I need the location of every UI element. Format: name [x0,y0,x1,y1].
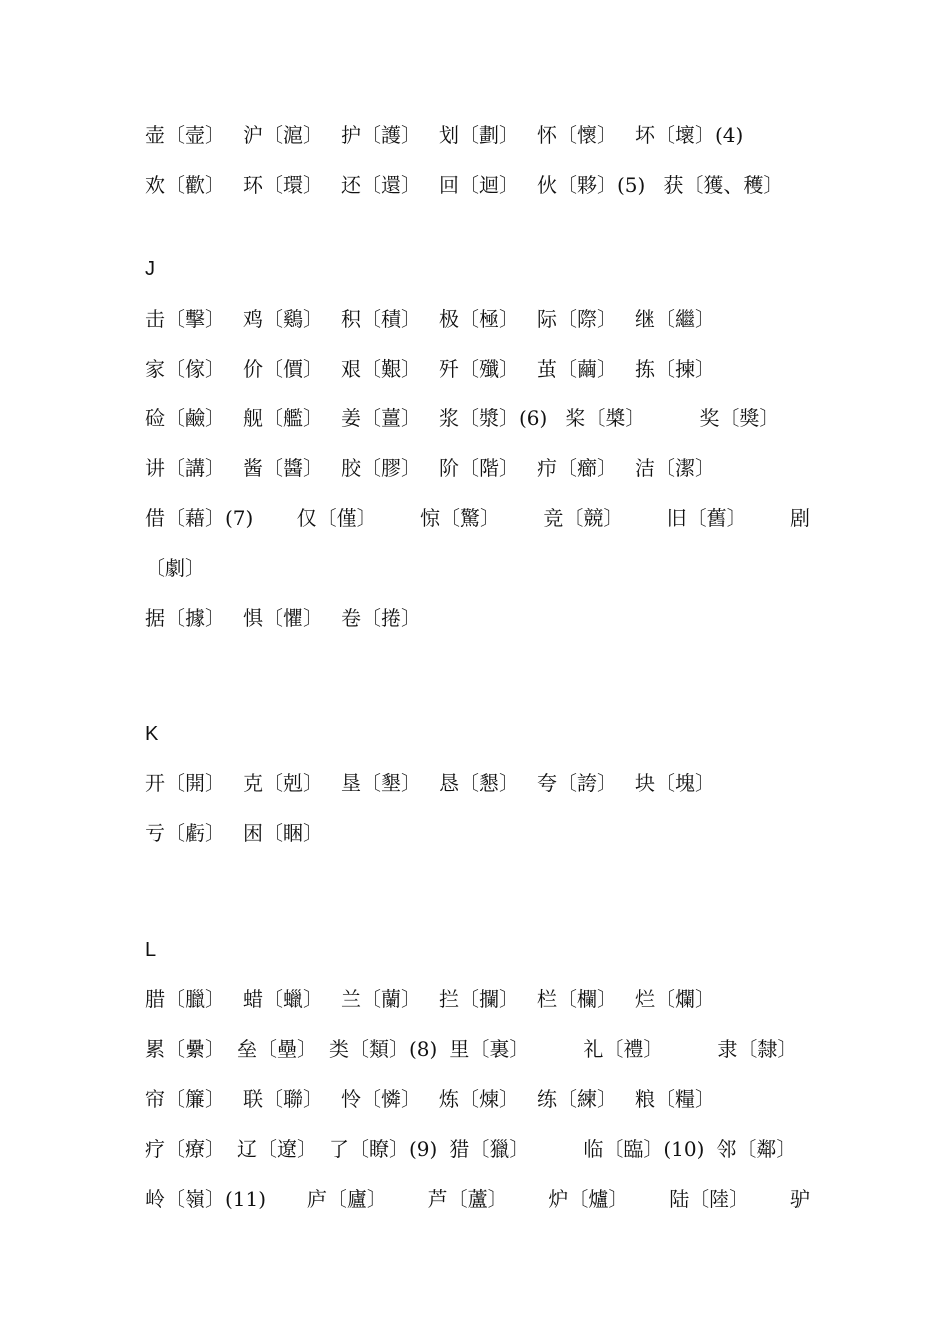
char-entry: 剧 [789,506,810,530]
char-entry: 际〔際〕 [537,307,617,331]
char-entry: 卷〔捲〕 [341,606,421,630]
entry-line [145,1086,810,1112]
char-entry: 讲〔講〕 [145,456,225,480]
char-entry: 仅〔僅〕 [296,506,377,530]
entry-line [145,172,810,198]
char-entry: 胶〔膠〕 [341,456,421,480]
char-entry: 亏〔虧〕 [145,821,225,845]
char-entry: 疗〔療〕 [145,1137,225,1161]
char-entry: 回〔迴〕 [439,173,519,197]
char-entry: 练〔練〕 [537,1087,617,1111]
char-entry: 奖〔獎〕 [699,406,780,430]
char-entry: 怜〔憐〕 [341,1087,421,1111]
char-entry: 陆〔陸〕 [669,1187,750,1211]
char-entry: 烂〔爛〕 [635,987,715,1011]
char-entry: 猎〔獵〕 [449,1137,530,1161]
char-entry: 驴 [789,1187,810,1211]
char-entry: 类〔類〕(8) [329,1037,438,1061]
char-entry: 沪〔滬〕 [243,123,323,147]
char-entry: 怀〔懷〕 [537,123,617,147]
char-entry: 夸〔誇〕 [537,771,617,795]
char-entry: 浆〔漿〕(6) [439,406,548,430]
char-entry: 疖〔癤〕 [537,456,617,480]
char-entry: 累〔纍〕 [145,1037,225,1061]
section-letter-l: L [145,939,157,961]
char-entry: 开〔開〕 [145,771,225,795]
char-entry: 价〔價〕 [243,357,323,381]
entry-line [145,455,810,481]
char-entry: 隶〔隸〕 [717,1037,798,1061]
entry-line [145,1036,810,1062]
char-entry: 辽〔遼〕 [237,1137,317,1161]
char-entry: 舰〔艦〕 [243,406,323,430]
entry-line [145,1186,810,1212]
char-entry: 据〔據〕 [145,606,225,630]
entry-line [145,122,810,148]
section-letter-j: J [145,258,155,280]
char-entry: 阶〔階〕 [439,456,519,480]
entry-line [145,605,810,631]
char-entry: 里〔裏〕 [449,1037,530,1061]
char-entry: 划〔劃〕 [439,123,519,147]
char-entry: 还〔還〕 [341,173,421,197]
char-entry: 环〔環〕 [243,173,323,197]
char-entry: 恳〔懇〕 [439,771,519,795]
char-entry: 了〔瞭〕(9) [329,1137,438,1161]
char-entry: 帘〔簾〕 [145,1087,225,1111]
char-entry: 垒〔壘〕 [237,1037,317,1061]
char-entry: 洁〔潔〕 [635,456,715,480]
char-entry: 伙〔夥〕(5) [537,173,646,197]
char-entry: 联〔聯〕 [243,1087,323,1111]
char-entry: 克〔剋〕 [243,771,323,795]
char-entry: 芦〔蘆〕 [427,1187,508,1211]
char-entry: 惧〔懼〕 [243,606,323,630]
entry-line [145,505,810,531]
char-entry: 借〔藉〕(7) [145,506,254,530]
entry-line [145,356,810,382]
char-entry: 腊〔臘〕 [145,987,225,1011]
entry-line [145,820,810,846]
char-entry: 块〔塊〕 [635,771,715,795]
char-entry: 酱〔醬〕 [243,456,323,480]
char-entry: 旧〔舊〕 [666,506,747,530]
char-entry: 极〔極〕 [439,307,519,331]
char-entry: 姜〔薑〕 [341,406,421,430]
char-entry: 桨〔槳〕 [565,406,646,430]
char-entry: 鸡〔鷄〕 [243,307,323,331]
char-entry: 坏〔壞〕(4) [635,123,744,147]
char-entry: 临〔臨〕(10) [583,1137,705,1161]
char-entry: 垦〔墾〕 [341,771,421,795]
char-entry: 歼〔殲〕 [439,357,519,381]
char-entry: 壶〔壸〕 [145,123,225,147]
char-entry: 兰〔蘭〕 [341,987,421,1011]
char-entry: 拦〔攔〕 [439,987,519,1011]
section-letter-k: K [145,723,159,745]
entry-line [145,306,810,332]
char-entry: 护〔護〕 [341,123,421,147]
char-entry: 邻〔鄰〕 [716,1137,797,1161]
char-entry: 积〔積〕 [341,307,421,331]
char-entry: 茧〔繭〕 [537,357,617,381]
entry-line [145,1136,810,1162]
char-entry: 继〔繼〕 [635,307,715,331]
char-entry: 岭〔嶺〕(11) [145,1187,267,1211]
char-entry: 艰〔艱〕 [341,357,421,381]
entry-line [145,405,810,431]
char-entry: 庐〔廬〕 [306,1187,387,1211]
char-entry: 炉〔爐〕 [548,1187,629,1211]
entry-line [145,986,810,1012]
char-entry: 家〔傢〕 [145,357,225,381]
char-entry: 拣〔揀〕 [635,357,715,381]
char-entry: 击〔擊〕 [145,307,225,331]
entry-line [145,770,810,796]
char-entry: 惊〔驚〕 [420,506,500,530]
char-entry: 栏〔欄〕 [537,987,617,1011]
char-entry: 困〔睏〕 [243,821,323,845]
char-entry: 〔劇〕 [145,556,205,580]
char-entry: 欢〔歡〕 [145,173,225,197]
char-entry: 礼〔禮〕 [583,1037,664,1061]
char-entry: 竞〔競〕 [543,506,624,530]
char-entry: 炼〔煉〕 [439,1087,519,1111]
char-entry: 蜡〔蠟〕 [243,987,323,1011]
char-entry: 硷〔鹼〕 [145,406,225,430]
entry-line [145,555,810,581]
char-entry: 粮〔糧〕 [635,1087,715,1111]
char-entry: 获〔獲、穫〕 [663,173,784,197]
